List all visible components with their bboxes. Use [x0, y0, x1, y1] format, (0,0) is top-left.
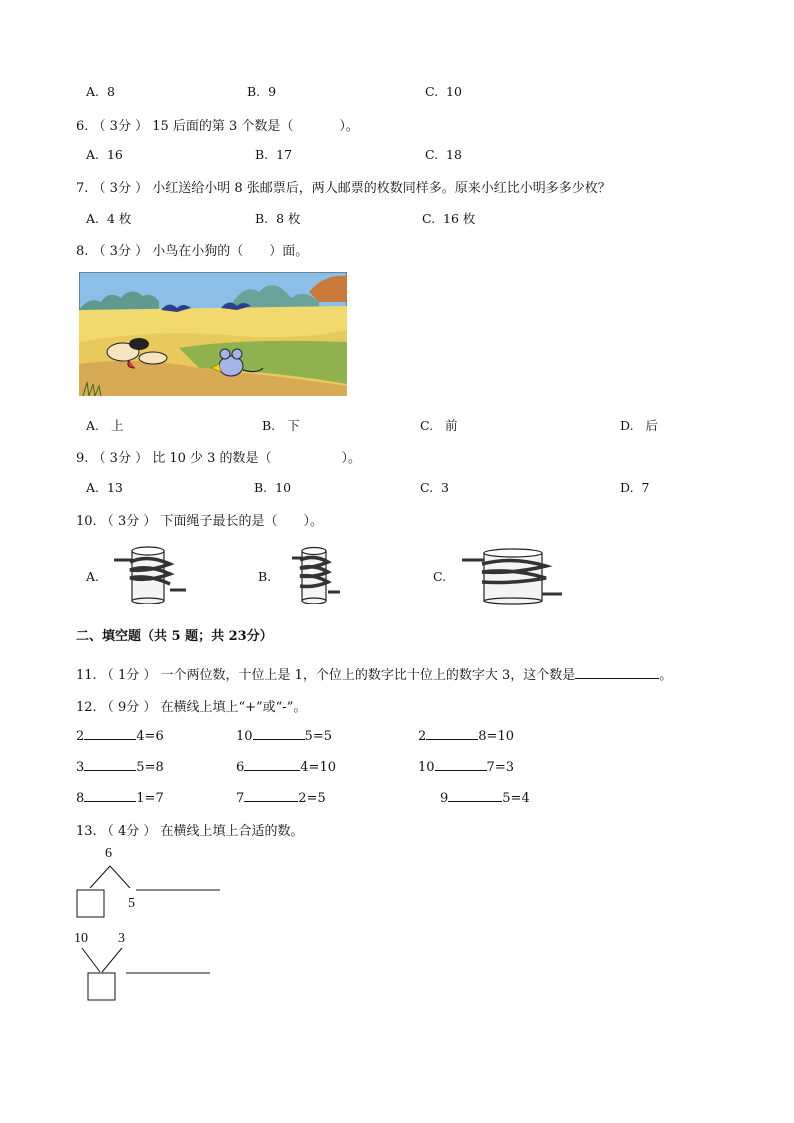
option-text: 16: [106, 147, 123, 162]
q10-option-c-label[interactable]: C.: [433, 569, 447, 584]
equation-right: 4=6: [136, 729, 164, 744]
q11-tail: 。: [659, 668, 673, 683]
equation-left: 2: [418, 729, 427, 744]
bird-dog-picture: [79, 272, 347, 396]
equation-left: 10: [418, 760, 435, 775]
equation-left: 9: [440, 791, 449, 806]
equation-row1-col1: [76, 727, 164, 744]
rope-cylinder-b: [292, 546, 342, 608]
equation-right: 5=4: [502, 791, 530, 806]
equation-right: 8=10: [478, 729, 514, 744]
option-letter: B.: [247, 84, 261, 99]
q8-option-b[interactable]: [262, 416, 300, 434]
option-letter: A.: [86, 211, 100, 226]
q11-stem-text: 11. （ 1分 ） 一个两位数，十位上是 1，个位上的数字比十位上的数字大 3，这个数是: [76, 668, 576, 683]
operator-blank[interactable]: [84, 789, 136, 802]
option-text: 17: [276, 147, 293, 162]
equation-right: 2=5: [298, 791, 326, 806]
option-letter: B.: [255, 211, 269, 226]
option-text: 下: [287, 418, 300, 433]
option-text: 10: [275, 480, 292, 495]
q9-option-a[interactable]: [86, 480, 123, 495]
section-title: 二、填空题（共 5 题；共 23分）: [76, 629, 273, 644]
equation-row3-col1: [76, 789, 164, 806]
option-letter: D.: [620, 418, 634, 433]
q8-stem: 8. （ 3分 ） 小鸟在小狗的（ ）面。: [76, 244, 309, 259]
tree1-top-number: 6: [105, 846, 112, 861]
equation-right: 4=10: [300, 760, 336, 775]
q10-stem: 10. （ 3分 ） 下面绳子最长的是（ ）。: [76, 514, 323, 529]
option-text: 3: [441, 480, 449, 495]
option-letter: A.: [86, 418, 100, 433]
option-letter: B.: [255, 147, 269, 162]
equation-right: 5=8: [136, 760, 164, 775]
rope-a-icon: [114, 546, 188, 604]
equation-right: 1=7: [136, 791, 164, 806]
equation-left: 6: [236, 760, 245, 775]
q8-option-d[interactable]: [620, 416, 658, 434]
q6-option-c[interactable]: [425, 147, 462, 162]
tree1-right-number: 5: [128, 896, 135, 911]
q11-stem: [76, 664, 672, 683]
q12-stem: 12. （ 9分 ） 在横线上填上“+”或“-”。: [76, 700, 307, 715]
rope-cylinder-c: [462, 548, 564, 610]
operator-blank[interactable]: [448, 789, 502, 802]
tree2-left-number: 10: [74, 931, 88, 946]
tree2-answer-line[interactable]: [126, 965, 210, 975]
equation-left: 10: [236, 729, 253, 744]
option-letter: B.: [262, 418, 276, 433]
operator-blank[interactable]: [84, 727, 136, 740]
tree2-right-number: 3: [118, 931, 125, 946]
q5-option-b[interactable]: [247, 84, 276, 99]
tree1-answer-line[interactable]: [136, 880, 220, 890]
option-text: 10: [446, 84, 462, 99]
q6-stem: [76, 115, 359, 134]
equation-left: 2: [76, 729, 85, 744]
equation-row2-col3: [418, 758, 514, 775]
q7-stem: 7. （ 3分 ） 小红送给小明 8 张邮票后，两人邮票的枚数同样多。原来小红比小明多多少枚？: [76, 181, 611, 196]
option-letter: C.: [420, 480, 434, 495]
q9-option-c[interactable]: [420, 480, 449, 495]
option-letter: A.: [86, 84, 100, 99]
option-text: 16 枚: [443, 211, 476, 226]
equation-right: 5=5: [304, 729, 332, 744]
operator-blank[interactable]: [426, 727, 478, 740]
q9-stem: [76, 447, 361, 466]
option-letter: B.: [254, 480, 268, 495]
q8-option-a[interactable]: [86, 416, 123, 434]
equation-row2-col1: [76, 758, 164, 775]
q9-option-d[interactable]: [620, 480, 649, 495]
option-letter: C.: [425, 84, 439, 99]
option-text: 前: [445, 418, 458, 433]
option-text: 13: [106, 480, 123, 495]
operator-blank[interactable]: [84, 758, 136, 771]
option-text: 8: [106, 84, 115, 99]
equation-row1-col3: [418, 727, 514, 744]
q6-stem-after: ）。: [339, 119, 359, 134]
q8-option-c[interactable]: [420, 416, 458, 434]
equation-row3-col3: [440, 789, 530, 806]
equation-row3-col2: [236, 789, 326, 806]
rope-b-icon: [292, 546, 342, 604]
tree1-answer-box[interactable]: [77, 890, 104, 917]
option-text: 8 枚: [276, 211, 301, 226]
option-text: 9: [268, 84, 277, 99]
tree2-answer-box[interactable]: [88, 973, 115, 1000]
q7-option-b[interactable]: [255, 209, 301, 227]
operator-blank[interactable]: [253, 727, 305, 740]
rope-cylinder-a: [114, 546, 188, 608]
q9-stem-after: ）。: [341, 451, 362, 466]
option-letter: A.: [86, 147, 100, 162]
operator-blank[interactable]: [244, 789, 298, 802]
q13-stem: 13. （ 4分 ） 在横线上填上合适的数。: [76, 824, 304, 839]
option-letter: C.: [422, 211, 436, 226]
q7-option-a[interactable]: [86, 209, 131, 227]
q5-option-c[interactable]: [425, 84, 462, 99]
equation-row1-col2: [236, 727, 332, 744]
q6-stem-before: 6. （ 3分 ） 15 后面的第 3 个数是（: [76, 119, 294, 134]
equation-left: 8: [76, 791, 85, 806]
option-letter: C.: [420, 418, 434, 433]
operator-blank[interactable]: [244, 758, 300, 771]
option-text: 后: [645, 418, 658, 433]
q7-option-c[interactable]: [422, 209, 475, 227]
q6-option-b[interactable]: [255, 147, 292, 162]
rope-c-icon: [462, 548, 564, 606]
option-letter: C.: [425, 147, 439, 162]
q9-option-b[interactable]: [254, 480, 291, 495]
option-text: 18: [446, 147, 462, 162]
q9-stem-before: 9. （ 3分 ） 比 10 少 3 的数是（: [76, 451, 272, 466]
answer-blank[interactable]: [575, 666, 659, 679]
q10-option-b-label[interactable]: B.: [258, 569, 272, 584]
q5-option-a[interactable]: [86, 84, 115, 99]
option-letter: D.: [620, 480, 634, 495]
equation-left: 3: [76, 760, 85, 775]
equation-left: 7: [236, 791, 245, 806]
option-text: 上: [110, 418, 124, 433]
option-text: 7: [641, 480, 650, 495]
q6-option-a[interactable]: [86, 147, 123, 162]
q10-option-a-label[interactable]: A.: [86, 569, 100, 584]
operator-blank[interactable]: [435, 758, 487, 771]
equation-right: 7=3: [486, 760, 514, 775]
scene-illustration: [79, 272, 347, 396]
option-letter: A.: [86, 480, 100, 495]
equation-row2-col2: [236, 758, 336, 775]
option-text: 4 枚: [106, 211, 132, 226]
